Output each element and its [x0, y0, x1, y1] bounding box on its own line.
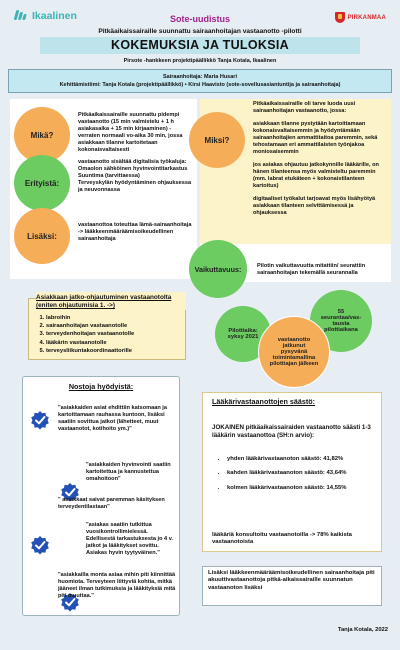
- miksi-paragraph: Pitkäaikaissairaille oli tarve luoda uusi sairaanhoitajan vastaanotto, jossa:: [253, 101, 356, 114]
- footer-note: Lisäksi lääkkeenmääräämisoikeudellinen sairaanhoitaja piti akuuttivastaanottoja pitkä-aikaissairaille suunnatun vastaanoton lisäksi: [208, 570, 375, 591]
- miksi-text: [253, 101, 387, 217]
- signature: Tanja Kotala, 2022: [337, 627, 388, 633]
- continuation-circle: vastaanotto jatkunut pysyvänä toimintamallina pilottiajan jälkeen: [258, 316, 330, 388]
- pirkanmaa-logo-text: PIRKANMAA: [347, 14, 386, 21]
- impact-circle: Vaikuttavuus:: [189, 240, 247, 298]
- savings-title: Lääkärivastaanottojen säästö:: [212, 397, 316, 406]
- mika-circle: Mikä?: [14, 107, 70, 163]
- ikaalinen-logo-text: Ikaalinen: [32, 10, 77, 22]
- list-item: 2. sairaanhoitajan vastaanotolle: [46, 323, 196, 330]
- savings-list: [218, 456, 376, 499]
- eritysta-item: Terveyskylän hyödyntäminen ohjauksessa ja neuvonnassa: [78, 179, 192, 193]
- pirkanmaa-logo: [335, 12, 386, 23]
- poster-authors: Pirsote -hankkeen projektipäällikkö Tanja Kotala, Ikaalinen: [123, 58, 277, 64]
- eritysta-text: [78, 159, 192, 194]
- lisaksi-text: vastaanottoa toteuttaa lämä-sairaanhoitaja -> lääkkeenmääräämisoikeudellinen sairaanhoitaja: [78, 222, 192, 242]
- miksi-circle: Miksi?: [189, 112, 245, 168]
- referral-list: [46, 314, 196, 356]
- team-credits: [8, 69, 392, 93]
- benefit-quote: "asiakkailla monta asiaa mihin piti kiinnittää huomiota. Terveyteen liittyviä kohtia, mitkä jääneet ilman tutkimuksia ja lääkityksiä mitä piti muuttaa.": [58, 572, 176, 599]
- benefit-quote: "asiakas saatiin tutkittua vuosikontrollimielessä. Edellisestä tarkastuksesta jo 4 v. jatkot ja lääkitykset sovittu. Asiakas hyvin tyytyväinen.": [86, 522, 173, 556]
- list-item: • kolmen lääkärivastaanoton säästö: 14,55%: [227, 485, 376, 492]
- check-icon: [30, 410, 50, 430]
- poster-subtitle: Pitkäaikaissairaille suunnattu sairaanhoitajan vastaanotto -pilotti: [98, 28, 302, 35]
- miksi-paragraph: jos asiakas ohjautuu jatkokynnille lääkärille, on hänen tilanteensa myös valmisteltu paremmin (mm. labrat etukäteen + kokonaistilanteen kartoitus): [253, 161, 379, 189]
- eritysta-intro: vastaanotto sisältää digitalisia työkaluja:: [78, 159, 187, 165]
- consult-note: lääkäriä konsultoitu vastaanotoilla -> 78% kaikista vastaanotoista: [212, 532, 352, 546]
- benefit-quote: "asiakkaiden asiat ehdittiin katsomaan ja kartoittamaan rauhassa kuntoon, lisäksi saatiin sovittua jatkot (lähetteet, muut vastaanotot, kotihoito ym.)": [58, 405, 167, 432]
- benefit-quote: "asiakkaiden hyvinvointi saatiin kartoitettua ja kannustettua omahoitoon": [86, 462, 171, 482]
- list-item: 4. lääkärin vastaanotolle: [46, 340, 196, 347]
- benefits-title: Nostoja hyödyistä:: [68, 382, 134, 391]
- list-item: • yhden lääkärivastaanoton säästö: 41,82%: [227, 456, 376, 463]
- impact-text: Pilotin vaikuttavuutta mitattiin/ seurattiin sairaanhoitajan tekemällä seurannalla: [257, 263, 366, 276]
- benefit-quote: " asiakkaat saivat paremman käsityksen terveydentilastaan": [58, 497, 165, 510]
- referral-title: Asiakkaan jatko-ohjautuminen vastaanotolta (eniten ohjautumisia 1. ->): [36, 292, 186, 310]
- series-title: Sote-uudistus: [170, 14, 230, 24]
- pilot-duration-circle: Pilottiaika: syksy 2021: [215, 306, 271, 362]
- list-item: • kahden lääkärivastaanoton säästö: 43,64%: [227, 470, 376, 477]
- eritysta-item: Suuntima (tarvittaessa): [78, 172, 140, 179]
- pirkanmaa-shield-icon: [335, 12, 345, 23]
- miksi-paragraph: digitaaliset työkalut tarjoavat myös lisähyötyä asiakkaan tilanteen selvittämisessä ja ohjauksessa: [253, 195, 376, 216]
- savings-intro: JOKAINEN pitkäaikaissairaiden vastaanotto säästi 1-3 lääkärin vastaanottoa (SH:n arvio):: [212, 424, 371, 439]
- list-item: 3. terveydenhoitajan vastaanotolle: [46, 331, 196, 338]
- miksi-paragraph: asiakkaan tilanne pystytään kartoittamaan kokonaisvaltaisemmin ja hyödyntämään sairaanhoitajien ammattitaitoa paremmin, sekä tehostamaan eri ammattilaisten työnjakoa moniosaisemmin: [253, 120, 378, 155]
- followup-circle: 55 seurantaa/vas-tausta pilottiaikana: [310, 290, 372, 352]
- nurse-credit: Sairaanhoitaja: Maria Husari: [163, 74, 237, 80]
- team-credit: Kehittämistiimi: Tanja Kotala (projektipäällikkö) • Kirsi Haavisto (sote-sovellusasiantuntija ja sairaanhoitaja): [59, 81, 341, 88]
- list-item: 1. labroihin: [46, 315, 196, 322]
- mika-text: Pitkäaikaissairaille suunnattu pidempi vastaanotto (15 min valmistelu + 1 h asiakasaika + 15 min kirjaaminen) -verraten normaali vo-aika 30 min, jossa asiakkaan tilanne kartoitetaan kokonaisvaltaisesti: [78, 112, 183, 153]
- check-icon: [30, 535, 50, 555]
- lisaksi-circle: Lisäksi:: [14, 208, 70, 264]
- poster-title: KOKEMUKSIA JA TULOKSIA: [40, 37, 360, 54]
- list-item: 5. terveysliikuntakoordinaattorille: [46, 348, 196, 355]
- eritysta-item: Omaolon sähköinen hyvinvointitarkastus: [78, 165, 188, 172]
- eritysta-circle: Erityistä:: [14, 155, 70, 211]
